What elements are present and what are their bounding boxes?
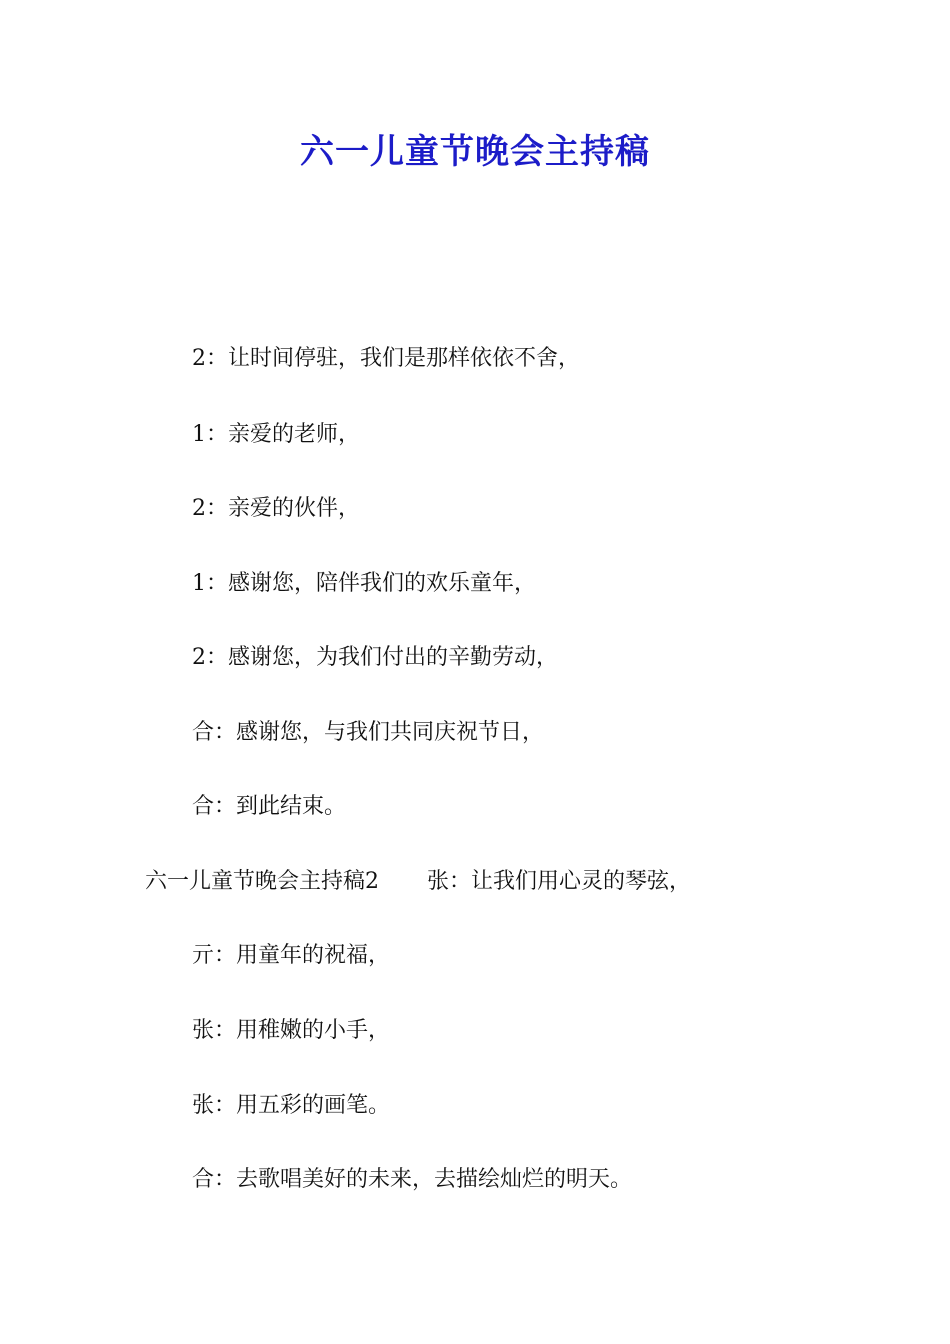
script-line: 1：感谢您，陪伴我们的欢乐童年， <box>192 571 536 596</box>
script-line: 2：亲爱的伙伴， <box>192 496 360 521</box>
script-line: 合：感谢您，与我们共同庆祝节日， <box>192 720 545 745</box>
section-2-heading: 六一儿童节晚会主持稿2 <box>145 869 379 894</box>
script-line: 张：让我们用心灵的琴弦， <box>427 869 692 894</box>
script-line: 合：去歌唱美好的未来，去描绘灿烂的明天。 <box>192 1167 633 1192</box>
script-line: 合：到此结束。 <box>192 794 347 819</box>
script-line: 2：让时间停驻，我们是那样依依不舍， <box>192 346 580 371</box>
script-line: 张：用五彩的画笔。 <box>192 1093 391 1118</box>
script-line: 亓：用童年的祝福， <box>192 943 391 968</box>
script-line: 2：感谢您，为我们付出的辛勤劳动， <box>192 645 558 670</box>
script-line: 1：亲爱的老师， <box>192 422 360 447</box>
section-2-line <box>145 867 691 897</box>
document-title: 六一儿童节晚会主持稿 <box>300 132 650 172</box>
script-line: 张：用稚嫩的小手， <box>192 1018 391 1043</box>
